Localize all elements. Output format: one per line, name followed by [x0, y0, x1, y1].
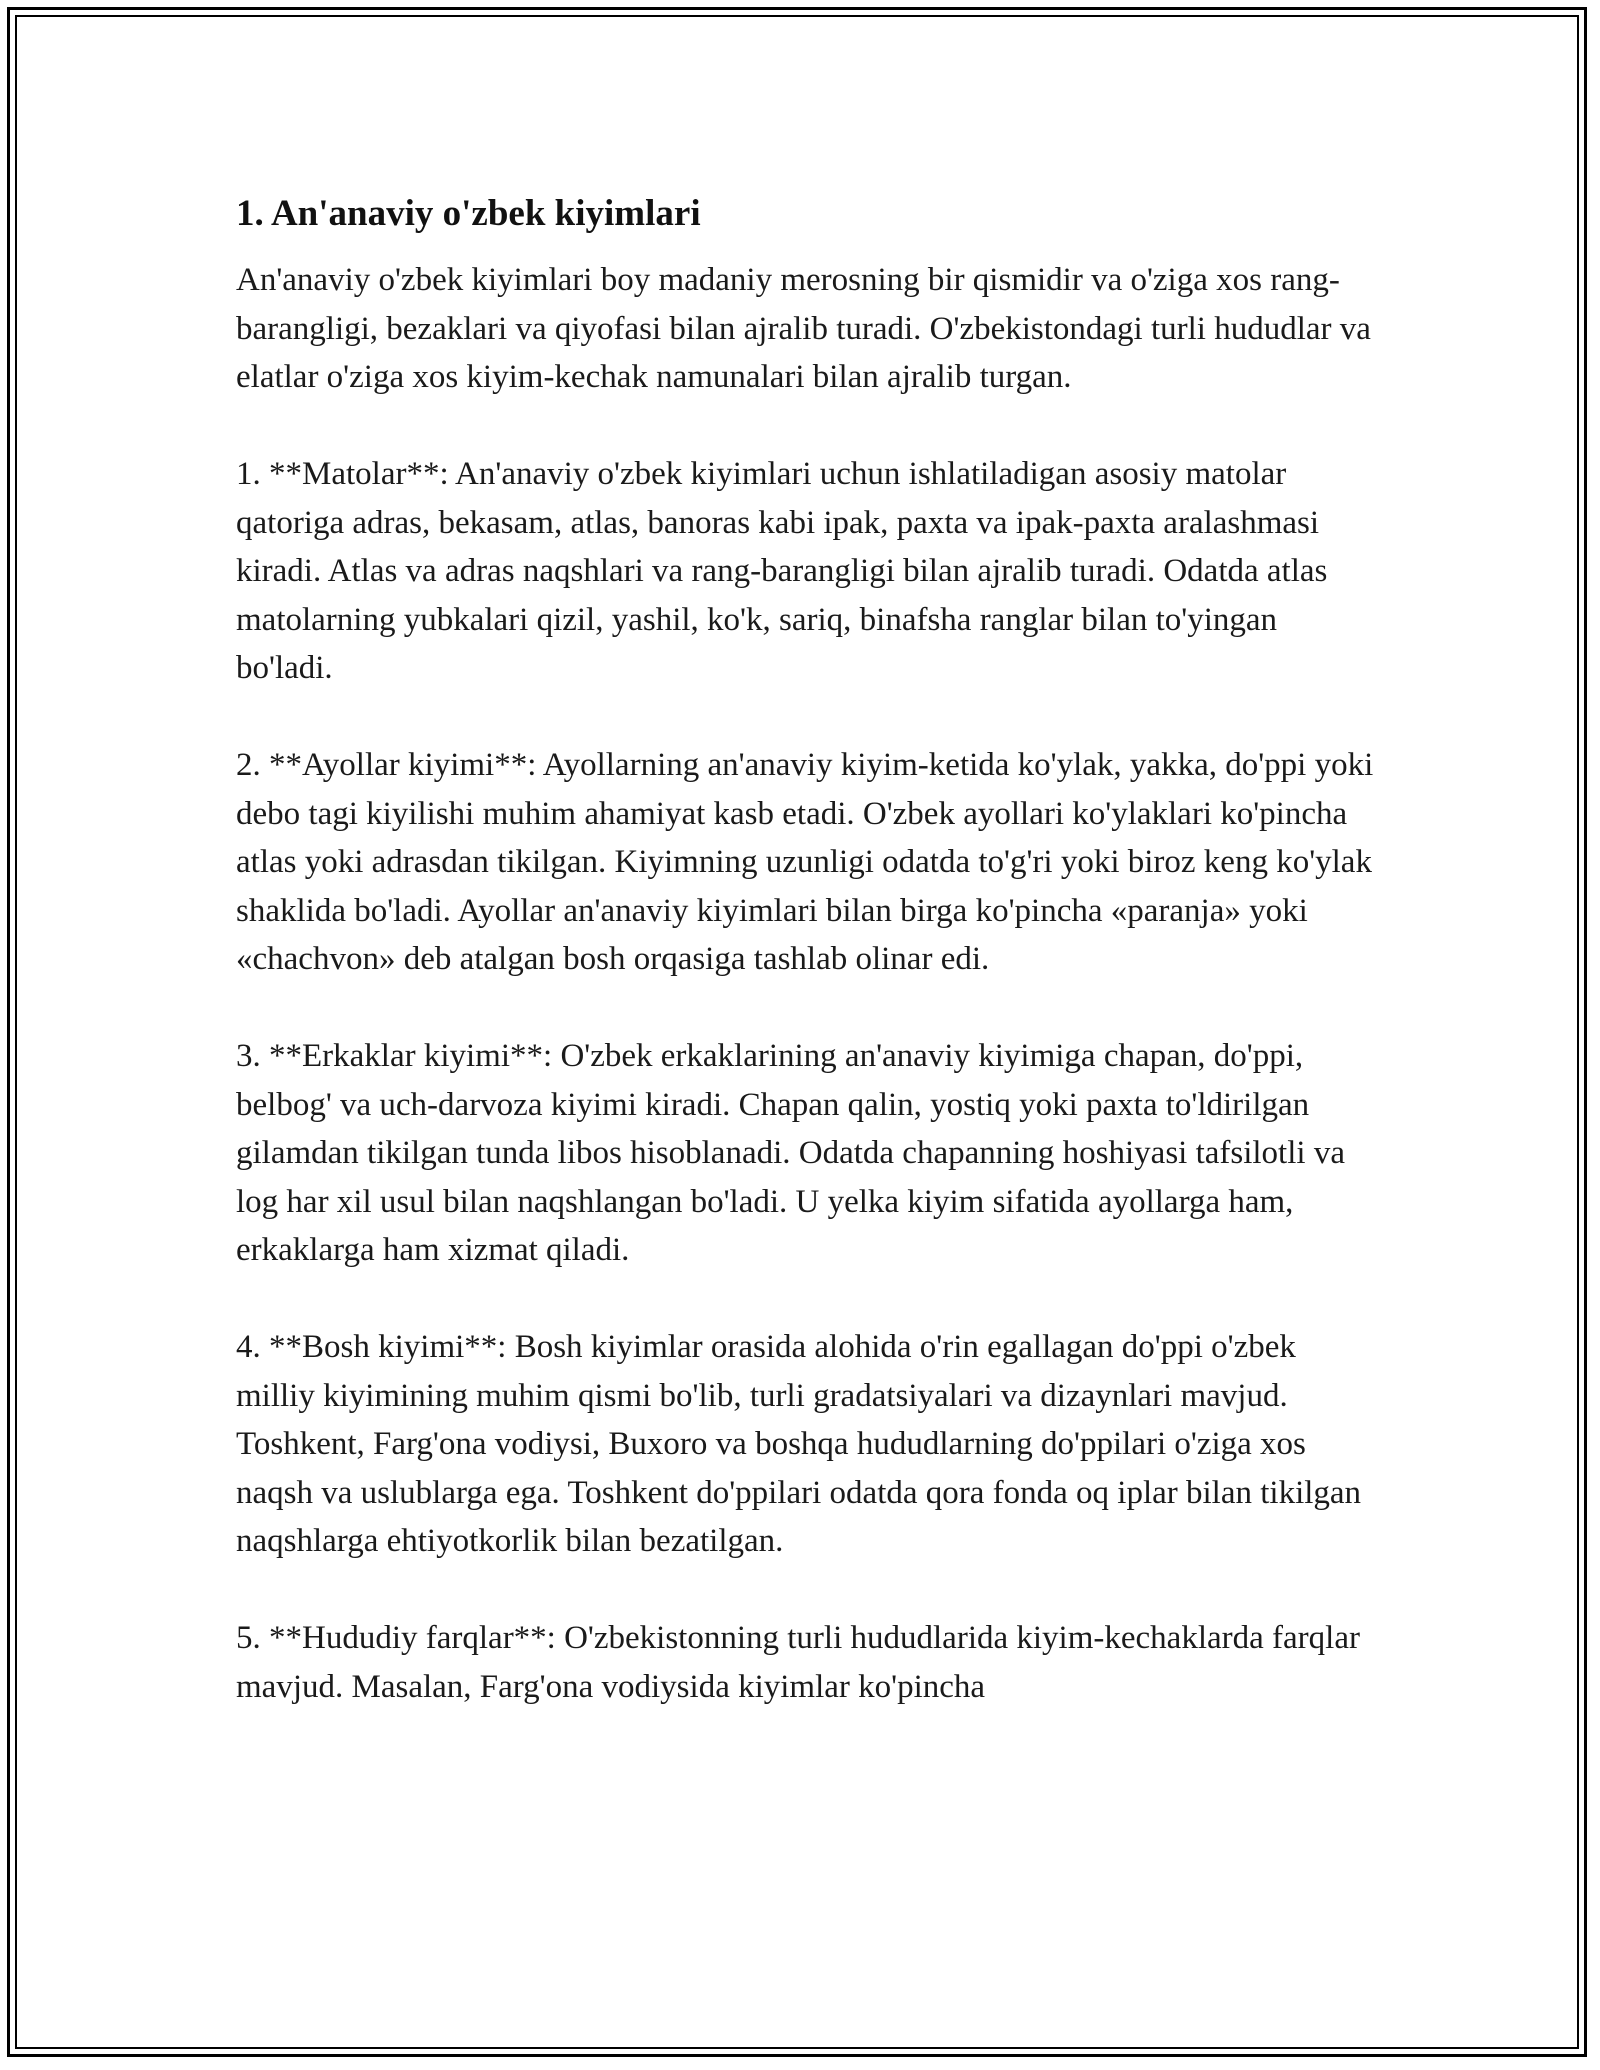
paragraph-erkaklar-kiyimi: 3. **Erkaklar kiyimi**: O'zbek erkaklarining an'anaviy kiyimiga chapan, do'ppi, belbog' va uch-darvoza kiyimi kiradi. Chapan qalin, yostiq yoki paxta to'ldirilgan gilamdan tikilgan tunda libos hisoblanadi. Odatda chapanning hoshiyasi tafsilotli va log har xil usul bilan naqshlangan bo'ladi. U yelka kiyim sifatida ayollarga ham, erkaklarga ham xizmat qiladi. — [236, 1038, 1345, 1268]
paragraph-bosh-kiyimi: 4. **Bosh kiyimi**: Bosh kiyimlar orasida alohida o'rin egallagan do'ppi o'zbek milliy kiyimining muhim qismi bo'lib, turli gradatsiyalari va dizaynlari mavjud. Toshkent, Farg'ona vodiysi, Buxoro va boshqa hududlarning do'ppilari o'ziga xos naqsh va uslublarga ega. Toshkent do'ppilari odatda qora fonda oq iplar bilan tikilgan naqshlarga ehtiyotkorlik bilan bezatilgan. — [236, 1329, 1362, 1559]
paragraph-matolar: 1. **Matolar**: An'anaviy o'zbek kiyimlari uchun ishlatiladigan asosiy matolar qatoriga adras, bekasam, atlas, banoras kabi ipak, paxta va ipak-paxta aralashmasi kiradi. Atlas va adras naqshlari va rang-barangligi bilan ajralib turadi. Odatda atlas matolarning yubkalari qizil, yashil, ko'k, sariq, binafsha ranglar bilan to'yingan bo'ladi. — [236, 456, 1328, 686]
paragraph-ayollar-kiyimi: 2. **Ayollar kiyimi**: Ayollarning an'anaviy kiyim-ketida ko'ylak, yakka, do'ppi yoki debo tagi kiyilishi muhim ahamiyat kasb etadi. O'zbek ayollari ko'ylaklari ko'pincha atlas yoki adrasdan tikilgan. Kiyimning uzunligi odatda to'g'ri yoki biroz keng ko'ylak shaklida bo'ladi. Ayollar an'anaviy kiyimlari bilan birga ko'pincha «paranja» yoki «chachvon» deb atalgan bosh orqasiga tashlab olinar edi. — [236, 747, 1374, 977]
document-body — [236, 186, 1376, 1760]
document-title: 1. An'anaviy o'zbek kiyimlari — [236, 193, 701, 234]
paragraph-hududiy-farqlar: 5. **Hududiy farqlar**: O'zbekistonning turli hududlarida kiyim-kechaklarda farqlar mavjud. Masalan, Farg'ona vodiysida kiyimlar ko'pincha — [236, 1620, 1360, 1705]
intro-paragraph: An'anaviy o'zbek kiyimlari boy madaniy merosning bir qismidir va o'ziga xos rang-barangligi, bezaklari va qiyofasi bilan ajralib turadi. O'zbekistondagi turli hududlar va elatlar o'ziga xos kiyim-kechak namunalari bilan ajralib turgan. — [236, 262, 1371, 395]
